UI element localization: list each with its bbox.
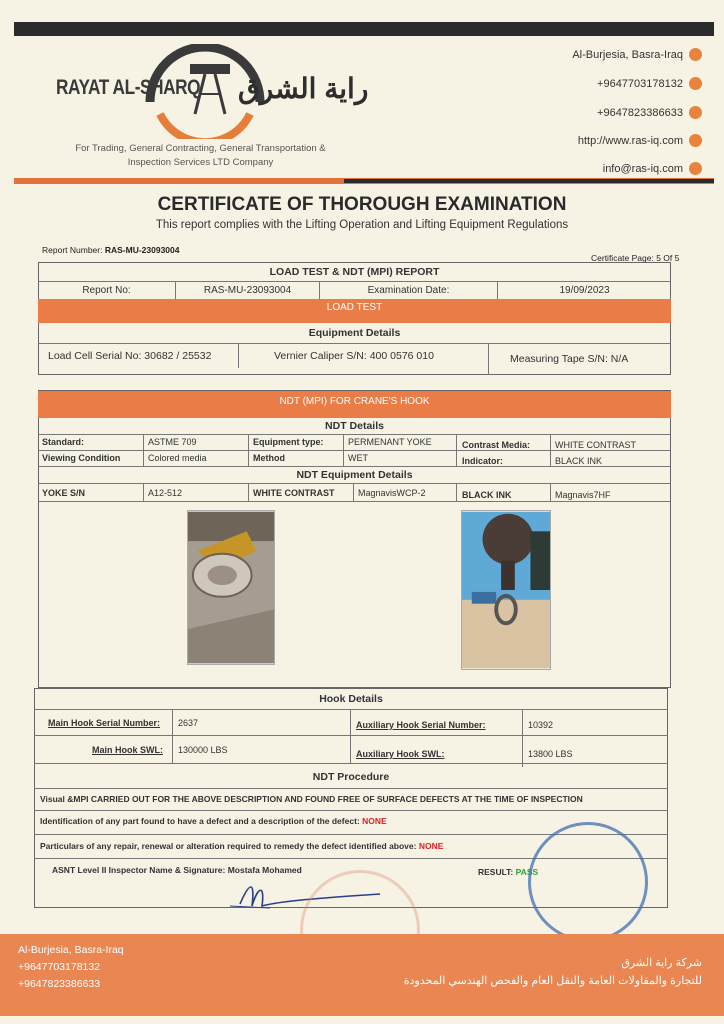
exam-date-label: Examination Date:	[367, 285, 450, 296]
company-name-ar: راية الشرق	[238, 73, 369, 104]
footer-company-ar: شركة راية الشرق للتجارة والمقاولات العامة والنقل العام والفحص الهندسي المحدودة	[403, 957, 702, 987]
inspector-name: ASNT Level II Inspector Name & Signature: Mostafa Mohamed	[52, 865, 302, 875]
result: RESULT: PASS	[478, 867, 539, 877]
contrast-media-label: Contrast Media:	[462, 440, 531, 450]
contact-phone1: +9647703178132	[597, 77, 702, 90]
yoke-value: A12-512	[148, 487, 183, 498]
globe-icon	[689, 134, 702, 147]
report-no-value: RAS-MU-23093004	[203, 285, 292, 296]
indicator-value: BLACK INK	[555, 455, 603, 466]
contact-email[interactable]: info@ras-iq.com	[603, 162, 702, 175]
method-label: Method	[253, 452, 285, 463]
ndt-details-heading: NDT Details	[325, 419, 384, 432]
result-value: PASS	[515, 867, 539, 877]
hook-details-heading: Hook Details	[319, 693, 383, 705]
procedure-line-3: Particulars of any repair, renewal or alteration required to remedy the defect identified above: NONE	[40, 841, 444, 851]
main-swl-value: 130000 LBS	[178, 744, 228, 755]
certificate-page: Certificate Page: 5 Of 5	[591, 253, 680, 263]
company-name-en: RAYAT AL-SHARQ	[56, 76, 201, 99]
report-no-label: Report No:	[82, 285, 131, 296]
black-ink-value: Magnavis7HF	[555, 489, 611, 500]
main-serial-label: Main Hook Serial Number:	[48, 717, 161, 728]
yoke-label: YOKE S/N	[42, 487, 86, 498]
certificate-subtitle: This report complies with the Lifting Operation and Lifting Equipment Regulations	[155, 219, 569, 231]
aux-serial-value: 10392	[528, 719, 554, 730]
black-ink-label: BLACK INK	[462, 489, 512, 500]
white-contrast-value: MagnavisWCP-2	[358, 487, 426, 498]
certificate-title: CERTIFICATE OF THOROUGH EXAMINATION	[157, 194, 567, 215]
contact-website[interactable]: http://www.ras-iq.com	[578, 134, 702, 147]
standard-value: ASTME 709	[148, 437, 197, 447]
main-serial-value: 2637	[178, 717, 199, 728]
repair-value: NONE	[418, 841, 444, 851]
main-swl-label: Main Hook SWL:	[92, 744, 163, 755]
company-tagline: For Trading, General Contracting, General Transportation & Inspection Services LTD Company	[75, 143, 326, 168]
mail-icon	[689, 162, 702, 175]
hook-photo-1	[187, 510, 275, 665]
load-cell-serial: Load Cell Serial No: 30682 / 25532	[48, 350, 212, 362]
standard-label: Standard:	[42, 437, 85, 447]
footer-contact: Al-Burjesia, Basra-Iraq +9647703178132 +9647823386633	[18, 944, 124, 990]
exam-date-value: 19/09/2023	[559, 285, 610, 296]
aux-serial-label: Auxiliary Hook Serial Number:	[356, 719, 486, 730]
vernier-caliper: Vernier Caliper S/N: 400 0576 010	[274, 350, 434, 362]
contact-address: Al-Burjesia, Basra-Iraq	[572, 48, 702, 61]
measuring-tape: Measuring Tape S/N: N/A	[510, 353, 629, 365]
load-test-section: LOAD TEST	[38, 299, 671, 323]
equipment-type-value: PERMENANT YOKE	[348, 437, 432, 447]
white-contrast-label: WHITE CONTRAST	[253, 487, 335, 498]
contrast-media-value: WHITE CONTRAST	[555, 440, 636, 450]
phone-icon	[689, 77, 702, 90]
ndt-section: NDT (MPI) FOR CRANE'S HOOK	[38, 391, 671, 418]
viewing-label: Viewing Condition	[42, 452, 121, 463]
viewing-value: Colored media	[148, 452, 207, 463]
procedure-line-1: Visual &MPI CARRIED OUT FOR THE ABOVE DESCRIPTION AND FOUND FREE OF SURFACE DEFECTS AT THE TIME OF INSPECTION	[40, 794, 583, 804]
equipment-details-heading: Equipment Details	[308, 327, 401, 339]
top-bar	[14, 22, 714, 36]
load-test-heading: LOAD TEST & NDT (MPI) REPORT	[269, 266, 440, 278]
company-stamp	[528, 822, 648, 942]
indicator-label: Indicator:	[462, 455, 504, 466]
procedure-line-2: Identification of any part found to have a defect and a description of the defect: NONE	[40, 816, 387, 826]
ndt-procedure-heading: NDT Procedure	[312, 771, 390, 783]
aux-swl-label: Auxiliary Hook SWL:	[356, 748, 445, 759]
location-icon	[689, 48, 702, 61]
hook-photo-2	[461, 510, 551, 670]
defect-value: NONE	[362, 816, 387, 826]
phone-icon	[689, 106, 702, 119]
ndt-equipment-heading: NDT Equipment Details	[296, 469, 413, 481]
aux-swl-value: 13800 LBS	[528, 748, 573, 759]
equipment-type-label: Equipment type:	[253, 437, 324, 447]
report-number: Report Number: RAS-MU-23093004	[42, 245, 180, 255]
header-divider-dark	[344, 179, 714, 183]
contact-phone2: +9647823386633	[597, 106, 702, 119]
method-value: WET	[348, 452, 368, 463]
